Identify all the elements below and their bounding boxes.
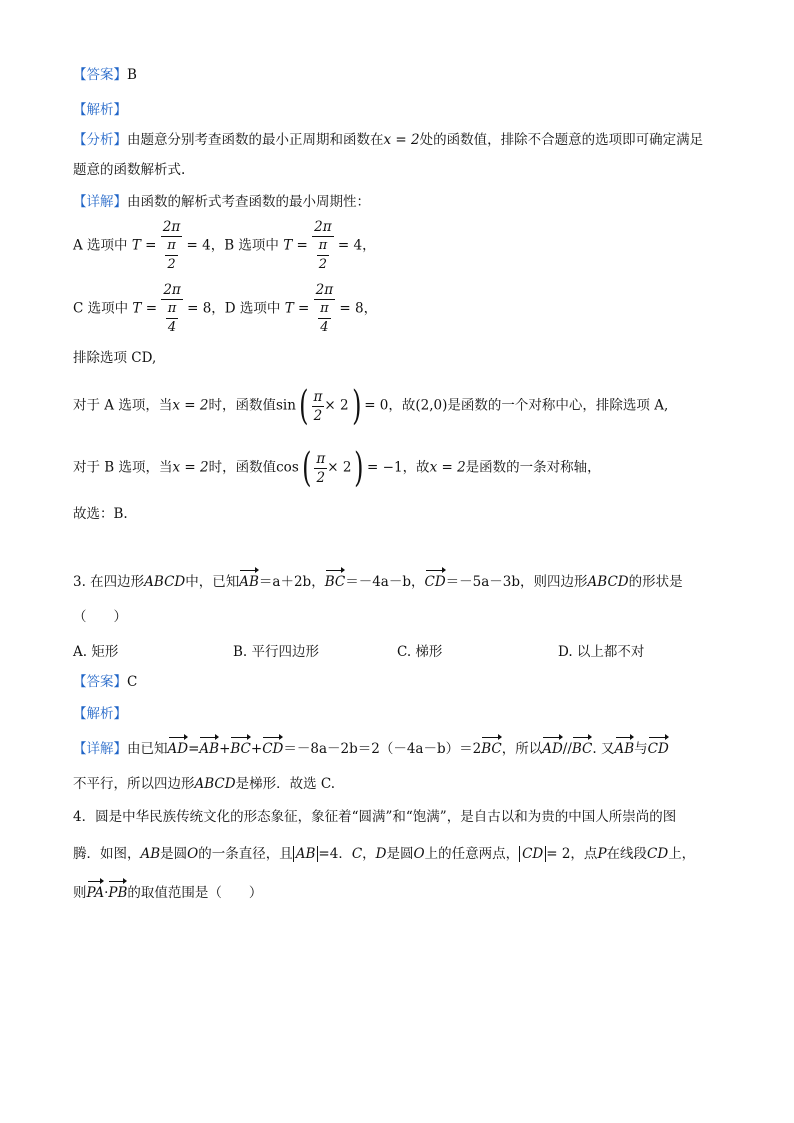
text: 的形状是	[628, 574, 683, 590]
vector-bc: BC	[230, 741, 251, 757]
math-expr: O	[413, 846, 425, 862]
math-expr: = 2，点	[546, 846, 598, 862]
answer-tag: 【答案】	[73, 67, 127, 83]
punctuation: ，	[362, 237, 376, 254]
text: . 又	[592, 741, 615, 757]
math-expr: ＝－4a－b，	[345, 574, 425, 590]
math-expr: ＝－8a－2b＝2（－4a－b）＝2	[283, 741, 482, 757]
exclude-text: 排除选项 CD,	[73, 350, 157, 366]
denominator	[161, 237, 182, 274]
denominator: 2	[316, 469, 326, 486]
q4-stem-line-2	[73, 845, 695, 863]
vector-ad: AD	[542, 741, 563, 757]
numerator: π	[165, 237, 178, 256]
q3-detail-line-2	[73, 775, 335, 793]
math-expr: CD	[647, 846, 669, 862]
math-abs: AB	[293, 846, 319, 862]
text: 是圆	[160, 846, 188, 862]
text: 在线段	[606, 846, 648, 862]
math-expr: = 0	[364, 397, 389, 414]
analysis-tag: 【解析】	[73, 102, 127, 118]
math-expr: AB	[140, 846, 161, 862]
math-expr: =	[188, 741, 200, 757]
denominator	[161, 300, 182, 337]
math-expr: T =	[131, 237, 157, 254]
text: 腾．如图，	[73, 846, 141, 862]
text: 则	[73, 885, 87, 901]
numerator: π	[316, 450, 326, 467]
math-abs: CD	[519, 846, 546, 862]
q3-paren-line	[73, 608, 127, 626]
numerator: 2π	[314, 219, 332, 235]
fraction	[161, 218, 182, 274]
detail-tag: 【详解】	[73, 194, 127, 210]
option-b-label: ，B 选项中	[210, 237, 279, 254]
denominator: 2	[318, 257, 327, 272]
math-expr: = −1	[367, 459, 403, 476]
math-expr: x = 2	[383, 132, 420, 148]
option-c-label: C 选项中	[73, 300, 129, 317]
fenxi-text: 处的函数值，排除不合题意的选项即可确定满足	[419, 132, 704, 148]
math-expr: O	[187, 846, 199, 862]
math-expr: T =	[284, 300, 310, 317]
option-a-label: A 选项中	[73, 237, 128, 254]
text: 对于 A 选项，当	[73, 397, 173, 414]
text: 上的任意两点，	[424, 846, 520, 862]
math-expr: ＝a＋2b，	[258, 574, 325, 590]
fraction	[314, 450, 327, 487]
text: 是圆	[386, 846, 414, 862]
math-expr: =4．	[318, 846, 352, 862]
option-d-label: ，D 选项中	[211, 300, 281, 317]
right-paren: )	[354, 445, 364, 491]
text: 的一条直径，且	[198, 846, 293, 862]
vector-pa: PA	[86, 885, 105, 901]
numerator: π	[318, 300, 331, 319]
fraction	[314, 281, 335, 337]
q3-detail-line	[73, 740, 669, 758]
denominator: 4	[320, 320, 329, 335]
math-expr: ABCD	[144, 574, 186, 590]
math-func: sin	[275, 397, 296, 414]
fraction	[312, 218, 333, 274]
text: 与	[634, 741, 648, 757]
q2-check-b-line	[73, 445, 601, 491]
vector-bc: BC	[481, 741, 502, 757]
text: 3. 在四边形	[73, 574, 145, 590]
math-expr: T =	[283, 237, 308, 254]
left-paren: (	[299, 383, 309, 429]
numerator: π	[313, 388, 323, 405]
q3-option-a: A. 矩形	[73, 644, 119, 660]
q4-stem-line-1	[73, 808, 676, 826]
math-expr: P	[597, 846, 607, 862]
math-expr: D	[375, 846, 387, 862]
vector-ad: AD	[167, 741, 189, 757]
fenxi-tag: 【分析】	[73, 132, 127, 148]
text: 是梯形．故选 C.	[235, 776, 336, 792]
left-paren: (	[301, 445, 312, 491]
text: ，所以	[501, 741, 543, 757]
math-expr: +	[219, 741, 231, 757]
punctuation: ，	[363, 300, 378, 317]
detail-tag: 【详解】	[73, 741, 127, 757]
q3-analysis-line	[73, 705, 127, 723]
q2-exclude-line	[73, 349, 156, 367]
q2-choose-line	[73, 505, 128, 523]
q2-detail-line	[73, 193, 370, 211]
vector-ab: AB	[199, 741, 220, 757]
math-func: cos	[276, 459, 299, 476]
q3-option-b: B. 平行四边形	[233, 644, 320, 660]
numerator: 2π	[163, 282, 181, 298]
math-expr: T =	[132, 300, 158, 317]
vector-pb: PB	[108, 885, 128, 901]
vector-cd: CD	[647, 741, 669, 757]
math-expr: = 8	[339, 300, 364, 317]
denominator: 2	[313, 407, 323, 424]
vector-bc: BC	[324, 574, 346, 590]
fenxi-text: 题意的函数解析式.	[73, 162, 186, 178]
text: 由已知	[127, 741, 168, 757]
math-expr: (2,0)	[415, 397, 448, 414]
q3-stem-line	[73, 573, 683, 591]
fenxi-text: 由题意分别考查函数的最小正周期和函数在	[127, 132, 384, 148]
math-expr: x = 2	[172, 459, 209, 476]
numerator: π	[317, 237, 330, 256]
denominator: 4	[167, 320, 177, 335]
math-expr: //	[562, 741, 572, 757]
vector-bc: BC	[571, 741, 593, 757]
text: 是函数的一条对称轴，	[465, 459, 601, 476]
math-expr: = 8	[187, 300, 212, 317]
math-expr: ＝－5a－3b，则四边形	[445, 574, 588, 590]
denominator	[312, 237, 333, 274]
q2-option-ab-line	[73, 218, 376, 274]
analysis-tag: 【解析】	[73, 706, 127, 722]
text: 是函数的一个对称中心，排除选项 A,	[447, 397, 669, 414]
q2-fenxi-line	[73, 131, 703, 149]
math-expr: = 4	[337, 237, 363, 254]
q3-option-c: C. 梯形	[397, 644, 443, 660]
math-expr: × 2	[324, 397, 349, 414]
text: 时，函数值	[208, 397, 276, 414]
right-paren: )	[351, 383, 362, 429]
text: 的取值范围是（ ）	[127, 885, 263, 901]
q4-stem-line-3	[73, 884, 262, 902]
fraction	[312, 388, 325, 425]
text: 中，已知	[185, 574, 240, 590]
answer-value: B	[127, 67, 137, 83]
text: ，故	[402, 459, 430, 476]
math-expr: +	[250, 741, 263, 757]
math-expr: C	[351, 846, 363, 862]
denominator: 2	[167, 257, 176, 272]
answer-tag: 【答案】	[73, 674, 127, 690]
vector-cd: CD	[262, 741, 284, 757]
q2-option-cd-line	[73, 281, 377, 337]
q2-answer-line	[73, 66, 137, 84]
text: 时，函数值	[208, 459, 277, 476]
choose-text: 故选：B.	[73, 506, 128, 522]
math-expr: ABCD	[194, 776, 236, 792]
vector-cd: CD	[424, 574, 446, 590]
text: 4．圆是中华民族传统文化的形态象征，象征着“圆满”和“饱满”，是自古以和为贵的中国人所崇尚的图	[73, 809, 677, 825]
text: 不平行，所以四边形	[73, 776, 195, 792]
math-expr: × 2	[327, 459, 352, 476]
numerator: π	[166, 300, 179, 319]
vector-ab: AB	[614, 741, 635, 757]
q3-answer-line	[73, 673, 137, 691]
math-expr: x = 2	[172, 397, 209, 414]
math-expr: x = 2	[429, 459, 466, 476]
answer-value: C	[127, 674, 138, 690]
math-expr: = 4	[186, 237, 211, 254]
fraction	[161, 281, 182, 337]
punctuation: ，	[362, 846, 376, 862]
answer-blank: （ ）	[73, 609, 127, 625]
numerator: 2π	[315, 282, 334, 298]
q2-fenxi-line-2	[73, 161, 185, 179]
math-expr: ·	[104, 885, 109, 901]
q2-analysis-line	[73, 101, 127, 119]
math-expr: ABCD	[587, 574, 629, 590]
denominator	[314, 300, 335, 337]
q3-option-d: D. 以上都不对	[558, 644, 645, 660]
text: 对于 B 选项，当	[73, 459, 173, 476]
detail-text: 由函数的解析式考查函数的最小周期性：	[127, 194, 370, 210]
text: 上，	[668, 846, 696, 862]
vector-ab: AB	[239, 574, 259, 590]
numerator: 2π	[162, 219, 181, 235]
text: ，故	[388, 397, 416, 414]
q2-check-a-line	[73, 383, 669, 429]
